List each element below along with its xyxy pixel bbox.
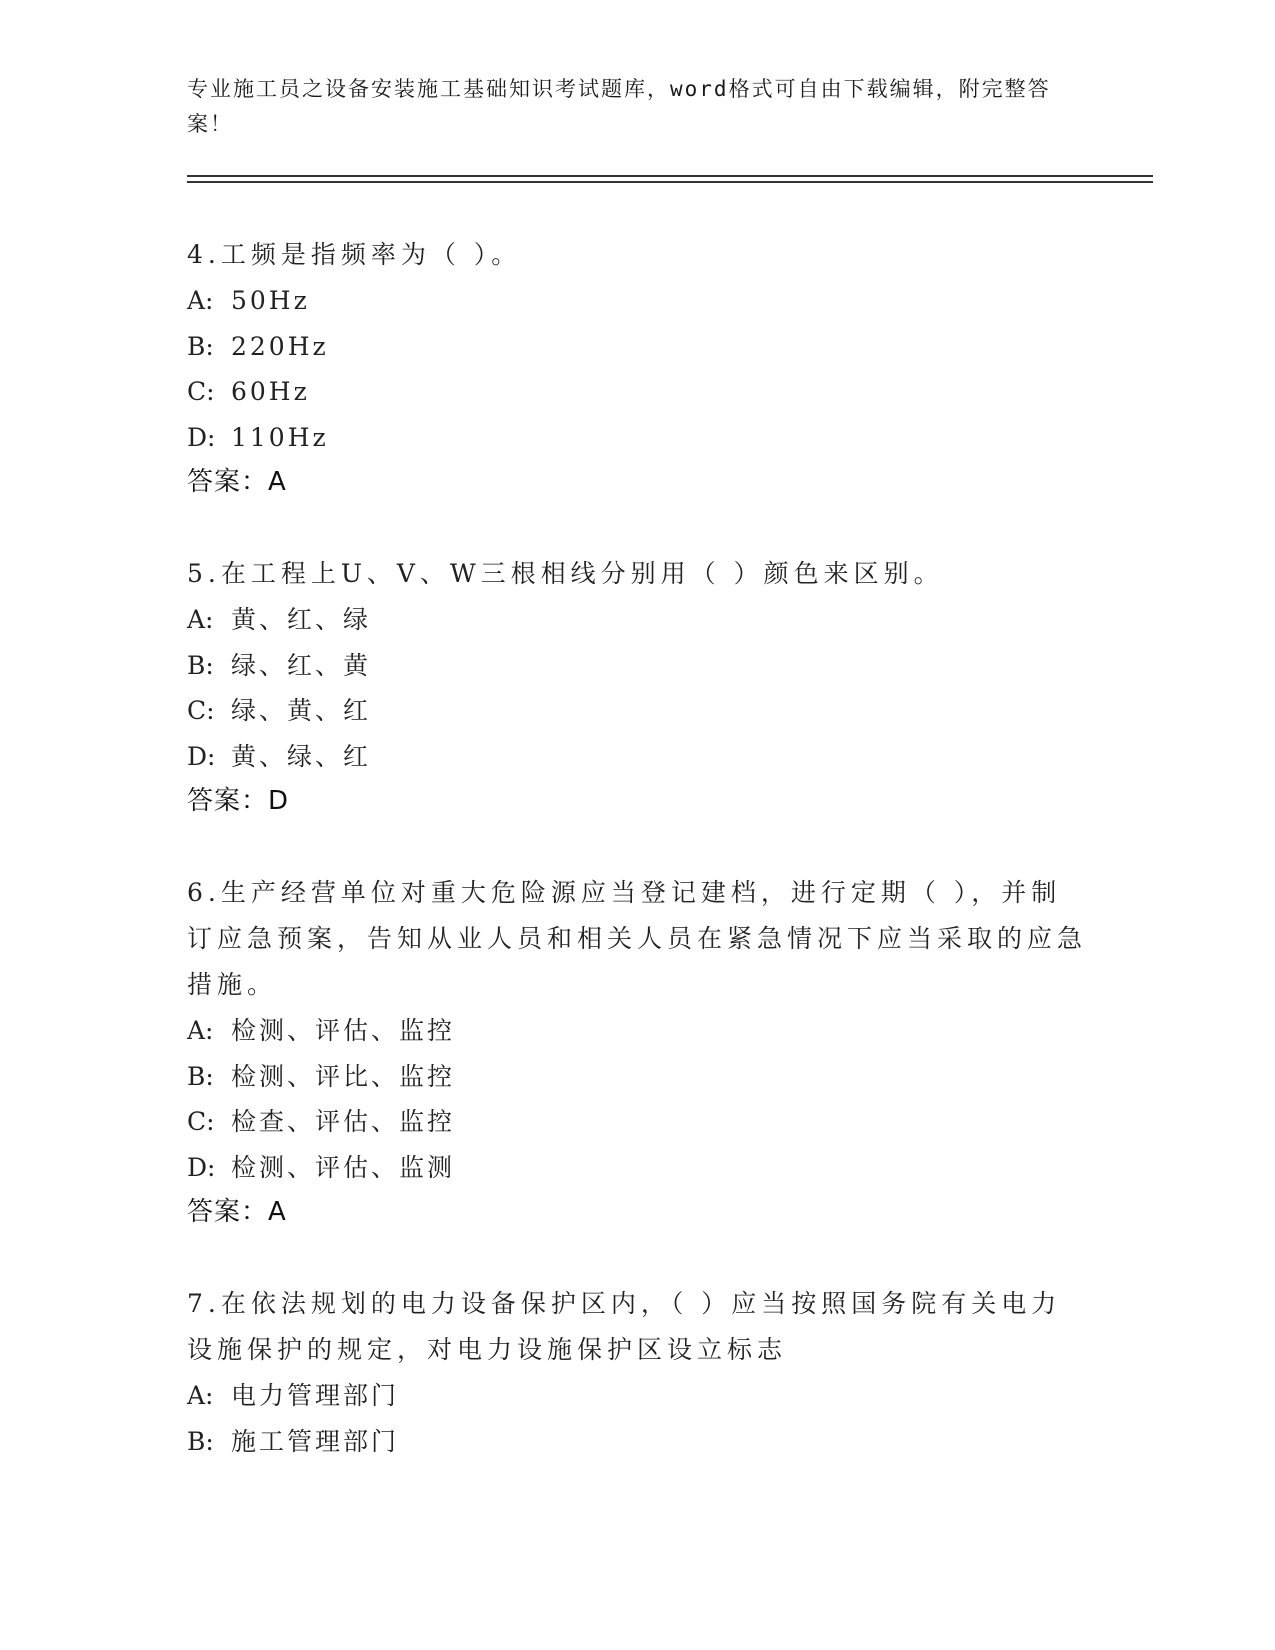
option-b xyxy=(187,1054,1087,1100)
option-b xyxy=(187,643,1087,689)
option-c xyxy=(187,1099,1087,1145)
option-text: 检测、评估、监控 xyxy=(231,1016,456,1045)
option-letter: C: xyxy=(187,377,215,406)
question-7 xyxy=(187,1281,1087,1464)
document-header: 专业施工员之设备安装施工基础知识考试题库，word格式可自由下载编辑，附完整答案！ xyxy=(187,77,1051,136)
question-stem: 6.生产经营单位对重大危险源应当登记建档，进行定期（ ），并制订应急预案，告知从业人员和相关人员在紧急情况下应当采取的应急措施。 xyxy=(187,878,1088,999)
question-stem: 4.工频是指频率为（ ）。 xyxy=(187,240,522,269)
option-letter: D: xyxy=(187,1152,216,1182)
option-c xyxy=(187,688,1087,734)
option-letter: C: xyxy=(187,696,215,725)
header-divider-top xyxy=(187,175,1153,177)
option-text: 110Hz xyxy=(231,422,329,452)
option-a xyxy=(187,1373,1087,1419)
option-text: 施工管理部门 xyxy=(231,1426,400,1456)
option-letter: C: xyxy=(187,1107,215,1136)
option-a xyxy=(187,597,1087,643)
header-divider-bottom xyxy=(187,181,1153,183)
option-b xyxy=(187,324,1087,370)
option-letter: D: xyxy=(187,741,216,771)
option-text: 黄、绿、红 xyxy=(231,741,372,771)
option-text: 绿、黄、红 xyxy=(231,696,372,725)
option-b xyxy=(187,1419,1087,1465)
option-letter: B: xyxy=(187,1426,214,1456)
option-letter: A: xyxy=(187,1016,214,1045)
option-a xyxy=(187,1008,1087,1054)
option-text: 检测、评比、监控 xyxy=(231,1061,456,1091)
option-text: 60Hz xyxy=(231,377,310,406)
option-text: 黄、红、绿 xyxy=(231,605,372,634)
option-letter: A: xyxy=(187,286,214,315)
option-letter: B: xyxy=(187,650,214,680)
option-text: 220Hz xyxy=(231,331,329,361)
option-text: 检测、评估、监测 xyxy=(231,1152,456,1182)
question-5 xyxy=(187,551,1087,823)
option-d xyxy=(187,1145,1087,1191)
answer-line: 答案：A xyxy=(187,467,287,497)
option-letter: A: xyxy=(187,1381,214,1410)
answer-line: 答案：A xyxy=(187,1197,287,1227)
option-text: 绿、红、黄 xyxy=(231,650,372,680)
option-d xyxy=(187,734,1087,780)
option-letter: B: xyxy=(187,1061,214,1091)
option-d xyxy=(187,415,1087,461)
answer-line: 答案：D xyxy=(187,786,290,816)
option-letter: D: xyxy=(187,422,216,452)
option-letter: A: xyxy=(187,605,214,634)
question-stem: 5.在工程上U、V、W三根相线分别用（ ）颜色来区别。 xyxy=(187,559,944,588)
option-text: 电力管理部门 xyxy=(231,1381,400,1410)
option-a xyxy=(187,278,1087,324)
option-text: 检查、评估、监控 xyxy=(231,1107,456,1136)
question-4 xyxy=(187,232,1087,504)
question-6 xyxy=(187,870,1087,1234)
option-c xyxy=(187,369,1087,415)
option-letter: B: xyxy=(187,331,214,361)
question-stem: 7.在依法规划的电力设备保护区内，（ ）应当按照国务院有关电力设施保护的规定，对电力设施保护区设立标志 xyxy=(187,1289,1062,1364)
option-text: 50Hz xyxy=(231,286,310,315)
